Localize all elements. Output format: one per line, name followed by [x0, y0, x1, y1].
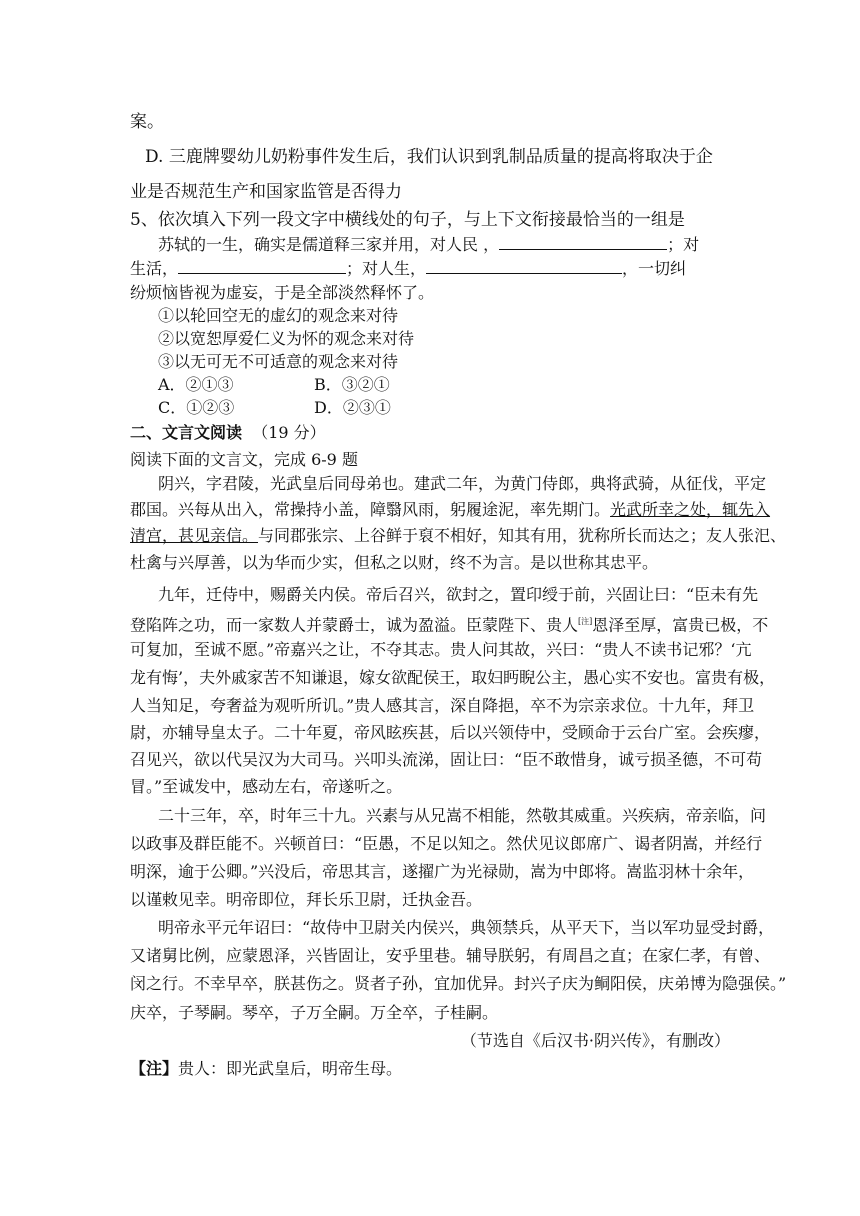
footnote-text: 贵人：即光武皇后，明帝生母。 — [178, 1059, 403, 1078]
passage-line — [130, 526, 786, 546]
passage-line: 阴兴，字君陵，光武皇后同母弟也。建武二年，为黄门侍郎，典将武骑，从征伐，平定 — [158, 474, 767, 493]
choice-item: ①以轮回空无的虚幻的观念来对待 — [158, 306, 399, 325]
passage-line: 又诸舅比例，应蒙恩泽，兴皆固让，安乎里巷。辅导朕躬，有周昌之直；在家仁孝，有曾、 — [130, 946, 771, 965]
passage-line: 闵之行。不幸早卒，朕甚伤之。贤者子孙，宜加优异。封兴子庆为鲖阳侯，庆弟博为隐强侯。” — [130, 974, 787, 993]
underlined-sentence: 光武所幸之处，辄先入 — [610, 500, 771, 519]
passage-text: ，一切纠 — [622, 259, 687, 278]
passage-line: 可复加，至诚不愿。”帝嘉兴之让，不夺其志。贵人问其故，兴曰：“贵人不读书记邪？‘亢 — [130, 640, 752, 659]
passage-text: ；对人生， — [346, 259, 427, 278]
passage-line: 召见兴，欲以代吴汉为大司马。兴叩头流涕，固让曰：“臣不敢惜身，诚亏损圣德，不可苟 — [130, 750, 763, 769]
passage-text: 生活， — [130, 259, 179, 278]
footnote — [130, 1059, 402, 1079]
passage-line: 二十三年，卒，时年三十九。兴素与从兄嵩不相能，然敬其威重。兴疾病，帝亲临，问 — [158, 806, 767, 825]
source-citation: （节选自《后汉书·阴兴传》，有删改） — [460, 1031, 730, 1050]
passage-text: 与同郡张宗、上谷鲜于裒不相好，知其有用，犹称所长而达之；友人张汜、 — [258, 526, 787, 545]
answer-option-d: D．②③① — [314, 398, 391, 417]
passage-line: 以谨敕见幸。明帝即位，拜长乐卫尉，迁执金吾。 — [130, 890, 483, 909]
passage-line: 尉，亦辅导皇太子。二十年夏，帝风眩疾甚，后以兴领侍中，受顾命于云台广室。会疾瘳， — [130, 723, 771, 742]
answer-option-c: C．①②③ — [158, 398, 235, 417]
choice-item: ③以无可无不可适意的观念来对待 — [158, 352, 399, 371]
text-line: 案。 — [130, 112, 164, 132]
question-5-passage-line — [130, 259, 686, 279]
passage-line — [130, 612, 768, 635]
underlined-sentence: 清宫，甚见亲信。 — [130, 526, 259, 545]
answer-option-a: A．②①③ — [158, 375, 234, 394]
passage-line: 九年，迁侍中，赐爵关内侯。帝后召兴，欲封之，置印绶于前，兴固让曰：“臣未有先 — [158, 585, 759, 604]
choice-item: ②以宽恕厚爱仁义为怀的观念来对待 — [158, 329, 415, 348]
answer-blank — [178, 259, 346, 274]
passage-text: ；对 — [667, 235, 700, 254]
passage-line: 明帝永平元年诏曰：“故侍中卫尉关内侯兴，典领禁兵，从平天下，当以军功显受封爵， — [158, 918, 775, 937]
passage-line: 人当知足，夸奢益为观听所讥。”贵人感其言，深自降挹，卒不为宗亲求位。十九年，拜卫 — [130, 696, 755, 715]
answer-blank — [426, 259, 622, 274]
passage-text: 郡国。兴每从出入，常操持小盖，障翳风雨，躬履途泥，率先期门。 — [130, 500, 611, 519]
passage-line: 杜禽与兴厚善，以为华而少实，但私之以财，终不为言。是以世称其忠平。 — [130, 553, 659, 572]
passage-line: 明深，逾于公卿。”兴没后，帝思其言，遂擢广为光禄勋，嵩为中郎将。嵩监羽林十余年， — [130, 862, 755, 881]
passage-line: 龙有悔’，夫外戚家苦不知谦退，嫁女欲配侯王，取妇眄睨公主，愚心实不安也。富贵有极， — [130, 668, 776, 687]
passage-text: 苏轼的一生，确实是儒道释三家并用，对人民 ， — [158, 235, 500, 254]
question-5-passage-line: 纷烦恼皆视为虚妄，于是全部淡然释怀了。 — [130, 283, 435, 302]
footnote-marker: [注] — [578, 617, 593, 626]
answer-blank — [499, 235, 667, 250]
passage-line: 以政事及群臣能不。兴顿首曰：“臣愚，不足以知之。然伏见议郎席广、谒者阴嵩，并经行 — [130, 834, 763, 853]
passage-text: 登陷阵之功，而一家数人并蒙爵士，诚为盈溢。臣蒙陛下、贵人 — [130, 615, 579, 635]
reading-instruction: 阅读下面的文言文，完成 6-9 题 — [130, 450, 358, 469]
passage-line: 冒。”至诚发中，感动左右，帝遂听之。 — [130, 777, 403, 796]
section-score: （19 分） — [252, 423, 326, 442]
passage-line: 庆卒，子琴嗣。琴卒，子万全嗣。万全卒，子桂嗣。 — [130, 1003, 499, 1022]
section-title: 二、文言文阅读 — [130, 423, 243, 442]
question-5-passage-line — [158, 235, 699, 255]
option-d-line: D. 三鹿牌婴幼儿奶粉事件发生后，我们认识到乳制品质量的提高将取决于企 — [145, 147, 713, 167]
section-heading — [130, 423, 326, 443]
answer-option-b: B．③②① — [314, 375, 390, 394]
footnote-label: 【注】 — [130, 1059, 179, 1078]
passage-line — [130, 500, 770, 520]
text-line: 业是否规范生产和国家监管是否得力 — [130, 182, 402, 202]
passage-text: 恩泽至厚，富贵已极，不 — [592, 615, 769, 635]
question-5-title: 5、依次填入下列一段文字中横线处的句子，与上下文衔接最恰当的一组是 — [130, 210, 685, 230]
